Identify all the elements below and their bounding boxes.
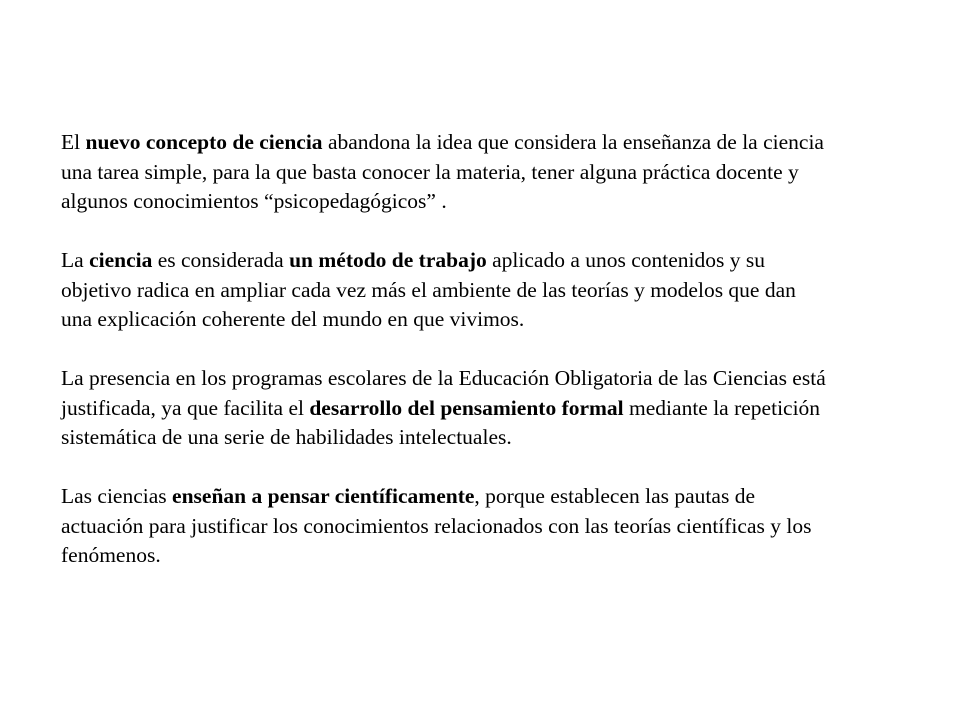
paragraph-1 — [61, 128, 931, 217]
text-run: una explicación coherente del mundo en que vivimos. — [61, 307, 525, 331]
bold-run: un método de trabajo — [289, 248, 487, 272]
bold-run: desarrollo del pensamiento formal — [309, 395, 624, 420]
paragraph-1-line-2 — [61, 158, 931, 188]
paragraph-2 — [61, 246, 931, 335]
paragraph-1-line-3 — [61, 187, 931, 217]
paragraph-3-line-3 — [61, 423, 931, 453]
text-run: es considerada — [152, 248, 290, 272]
text-run: abandona la idea que considera la enseñanza de la ciencia — [322, 130, 824, 154]
text-run: objetivo radica en ampliar cada vez más el ambiente de las teorías y modelos que dan — [61, 277, 796, 302]
paragraph-2-line-1 — [61, 246, 931, 276]
text-run: , porque establecen las pautas de — [474, 484, 755, 508]
bold-run: ciencia — [89, 248, 153, 272]
paragraph-4 — [61, 482, 931, 571]
paragraph-3 — [61, 364, 931, 453]
paragraph-4-line-2 — [61, 512, 931, 542]
paragraph-3-line-2 — [61, 394, 931, 424]
paragraph-4-line-1 — [61, 482, 931, 512]
text-run: algunos conocimientos “psicopedagógicos” . — [61, 189, 447, 213]
bold-run: nuevo concepto de ciencia — [85, 130, 323, 154]
text-run: La presencia en los programas escolares de la Educación Obligatoria de las Ciencias está — [61, 366, 826, 390]
text-body — [61, 128, 931, 571]
text-run: El — [61, 130, 86, 154]
text-run: Las ciencias — [61, 484, 173, 508]
text-run: sistemática de una serie de habilidades intelectuales. — [61, 425, 512, 449]
paragraph-2-line-2 — [61, 276, 931, 306]
paragraph-2-line-3 — [61, 305, 931, 335]
text-run: fenómenos. — [61, 543, 161, 567]
paragraph-3-line-1 — [61, 364, 931, 394]
paragraph-4-line-3 — [61, 541, 931, 571]
paragraph-1-line-1 — [61, 128, 931, 158]
text-run: mediante la repetición — [623, 395, 821, 420]
bold-run: enseñan a pensar científicamente — [172, 484, 475, 508]
text-run: actuación para justificar los conocimientos relacionados con las teorías científicas y los — [61, 513, 812, 538]
text-run: aplicado a unos contenidos y su — [486, 248, 766, 272]
text-run: La — [61, 248, 90, 272]
text-run: una tarea simple, para la que basta conocer la materia, tener alguna práctica docente y — [61, 159, 799, 184]
text-run: justificada, ya que facilita el — [61, 395, 310, 420]
